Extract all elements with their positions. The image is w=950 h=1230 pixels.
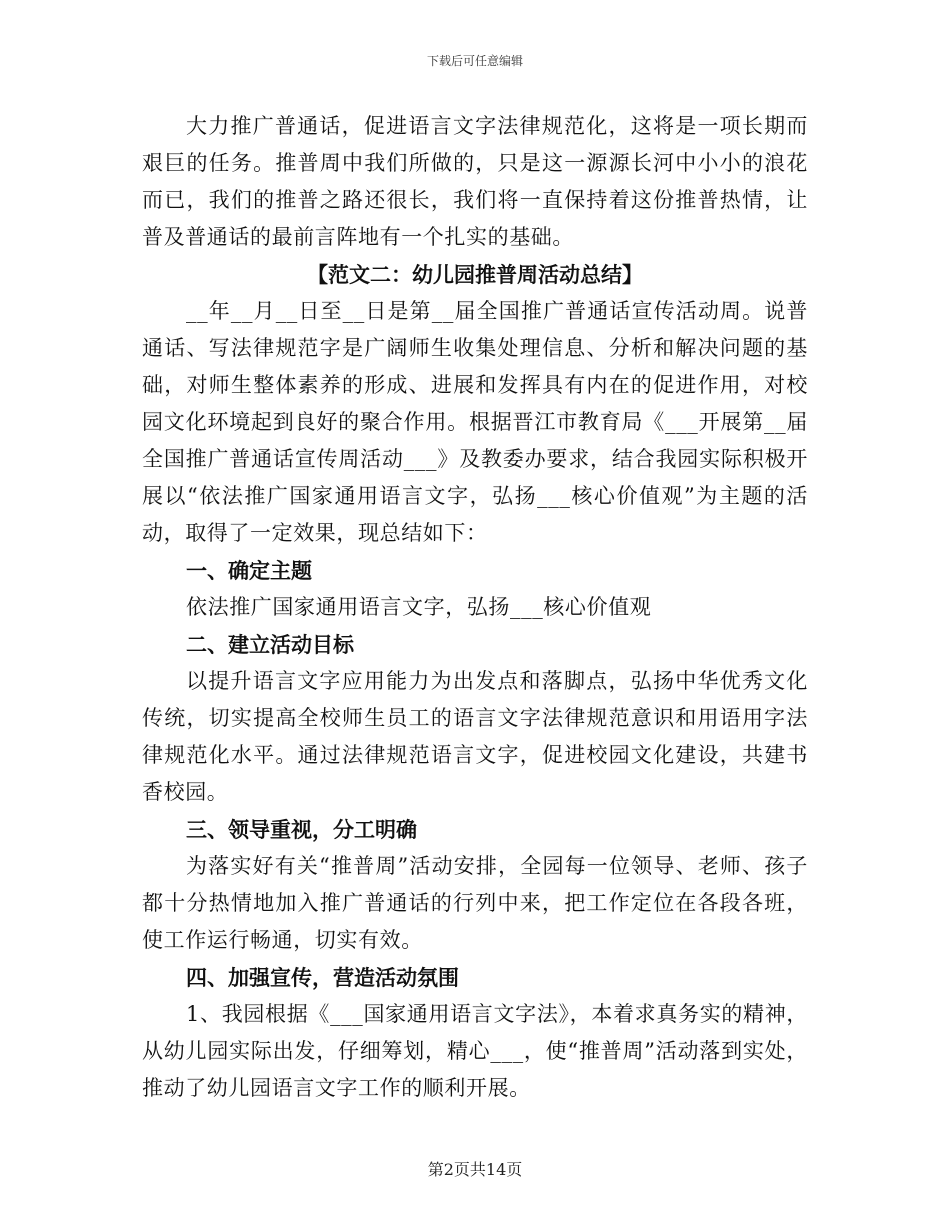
page-number: 第2页共14页 [427, 1160, 523, 1179]
paragraph-publicity: 1、我园根据《___国家通用语言文字法》，本着求真务实的精神，从幼儿园实际出发，仔细筹划，精心___，使“推普周”活动落到实处，推动了幼儿园语言文字工作的顺利开展。 [142, 1002, 808, 1100]
paragraph-goals: 以提升语言文字应用能力为出发点和落脚点，弘扬中华优秀文化传统，切实提高全校师生员工的语言文字法律规范意识和用语用字法律规范化水平。通过法律规范语言文字，促进校园文化建设，共建书香校园。 [142, 669, 808, 804]
heading-leadership: 三、领导重视，分工明确 [186, 817, 417, 842]
heading-goals: 二、建立活动目标 [186, 632, 354, 657]
paragraph-overview: __年__月__日至__日是第__届全国推广普通话宣传活动周。说普通话、写法律规范字是广阔师生收集处理信息、分析和解决问题的基础，对师生整体素养的形成、进展和发挥具有内在的促进作用，对校园文化环境起到良好的聚合作用。根据晋江市教育局《___开展第__届全国推广普通话宣传周活动___》及教委办要求，结合我园实际积极开展以“依法推广国家通用语言文字，弘扬___核心价值观”为主题的活动，取得了一定效果，现总结如下： [142, 299, 808, 545]
page-header-note: 下载后可任意编辑 [426, 54, 523, 68]
paragraph-leadership: 为落实好有关“推普周”活动安排，全园每一位领导、老师、孩子都十分热情地加入推广普通话的行列中来，把工作定位在各段各班，使工作运行畅通，切实有效。 [142, 854, 808, 952]
section-title: 【范文二：幼儿园推普周活动总结】 [307, 262, 643, 287]
document-body [142, 108, 808, 1107]
heading-publicity: 四、加强宣传，营造活动氛围 [186, 965, 459, 990]
paragraph-theme: 依法推广国家通用语言文字，弘扬___核心价值观 [186, 595, 652, 619]
heading-theme: 一、确定主题 [186, 558, 312, 583]
paragraph-intro: 大力推广普通话，促进语言文字法律规范化，这将是一项长期而艰巨的任务。推普周中我们所做的，只是这一源源长河中小小的浪花而已，我们的推普之路还很长，我们将一直保持着这份推普热情，让普及普通话的最前言阵地有一个扎实的基础。 [142, 114, 808, 249]
